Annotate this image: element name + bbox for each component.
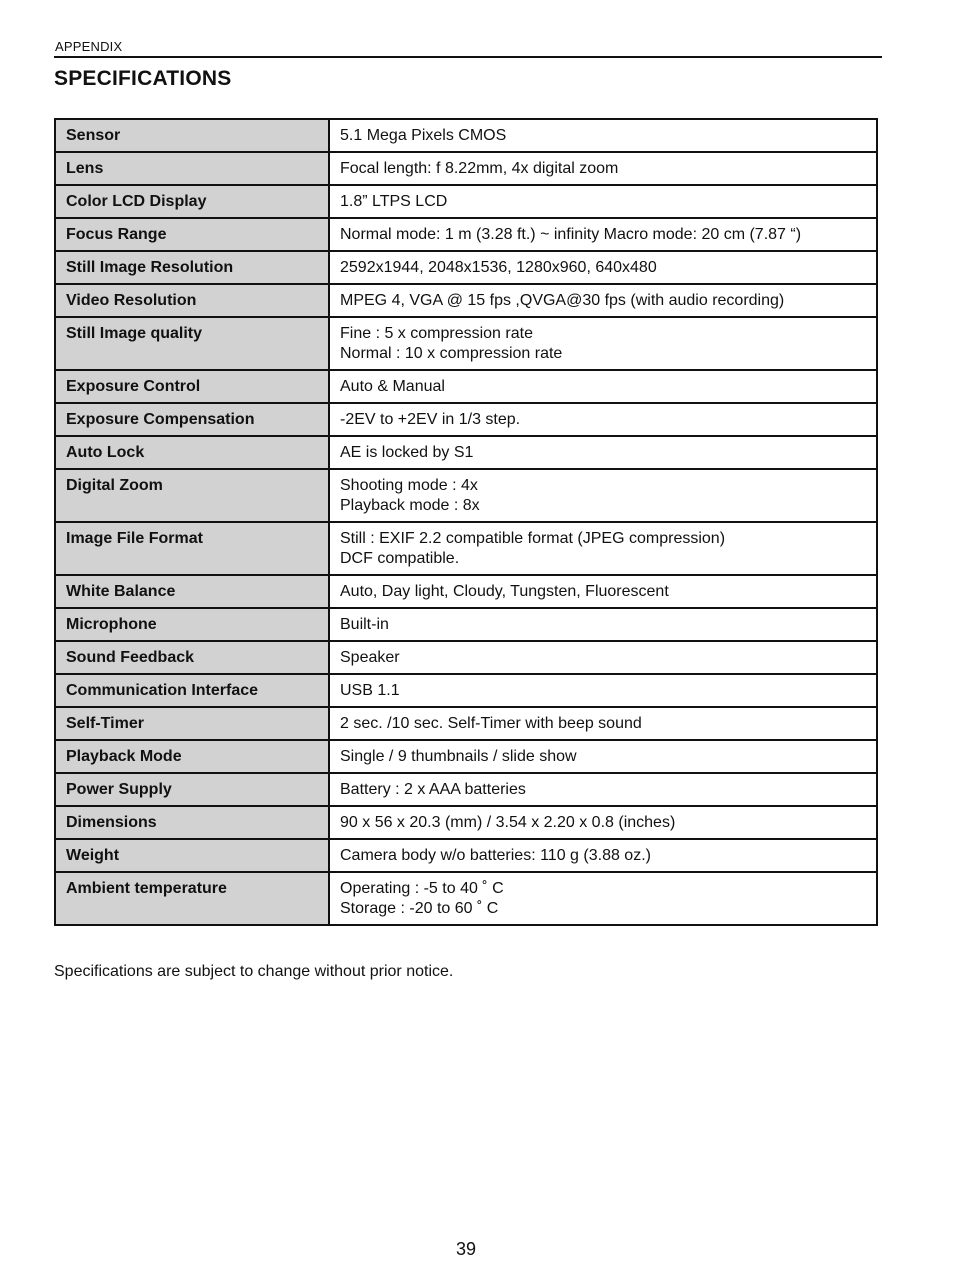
spec-label: Exposure Compensation	[55, 403, 329, 436]
spec-value	[329, 251, 877, 284]
spec-value	[329, 436, 877, 469]
table-row	[55, 575, 877, 608]
header-section-label: APPENDIX	[55, 39, 123, 54]
spec-value	[329, 773, 877, 806]
spec-value	[329, 872, 877, 925]
spec-value	[329, 522, 877, 575]
spec-value-line: USB 1.1	[340, 682, 400, 699]
spec-value-line: Camera body w/o batteries: 110 g (3.88 oz.)	[340, 847, 651, 864]
spec-value-line: Single / 9 thumbnails / slide show	[340, 748, 577, 765]
header-divider	[54, 56, 882, 58]
spec-value	[329, 218, 877, 251]
spec-label: Auto Lock	[55, 436, 329, 469]
spec-value	[329, 370, 877, 403]
spec-label: Lens	[55, 152, 329, 185]
spec-value-line: 90 x 56 x 20.3 (mm) / 3.54 x 2.20 x 0.8 (inches)	[340, 814, 676, 831]
specifications-table-body	[55, 119, 877, 925]
spec-value	[329, 469, 877, 522]
spec-label: White Balance	[55, 575, 329, 608]
table-row	[55, 608, 877, 641]
table-row	[55, 403, 877, 436]
spec-value-line: Storage : -20 to 60 ˚ C	[340, 900, 499, 917]
spec-value	[329, 152, 877, 185]
table-row	[55, 284, 877, 317]
spec-value-line: Auto, Day light, Cloudy, Tungsten, Fluorescent	[340, 583, 669, 600]
spec-label: Focus Range	[55, 218, 329, 251]
table-row	[55, 152, 877, 185]
spec-value-line: 5.1 Mega Pixels CMOS	[340, 127, 507, 144]
spec-value-line: DCF compatible.	[340, 550, 460, 567]
spec-value	[329, 740, 877, 773]
spec-value-line: MPEG 4, VGA @ 15 fps ,QVGA@30 fps (with audio recording)	[340, 292, 785, 309]
spec-label: Digital Zoom	[55, 469, 329, 522]
table-row	[55, 674, 877, 707]
spec-value-line: Auto & Manual	[340, 378, 445, 395]
spec-value	[329, 575, 877, 608]
spec-value	[329, 317, 877, 370]
spec-value-line: Shooting mode : 4x	[340, 477, 478, 494]
table-row	[55, 317, 877, 370]
spec-value-line: AE is locked by S1	[340, 444, 474, 461]
spec-value-line: Normal mode: 1 m (3.28 ft.) ~ infinity Macro mode: 20 cm (7.87 “)	[340, 226, 802, 243]
spec-value	[329, 119, 877, 152]
spec-label: Weight	[55, 839, 329, 872]
table-row	[55, 522, 877, 575]
spec-label: Still Image quality	[55, 317, 329, 370]
spec-label: Video Resolution	[55, 284, 329, 317]
spec-label: Ambient temperature	[55, 872, 329, 925]
spec-value-line: Still : EXIF 2.2 compatible format (JPEG compression)	[340, 530, 726, 547]
spec-label: Color LCD Display	[55, 185, 329, 218]
spec-label: Image File Format	[55, 522, 329, 575]
table-row	[55, 251, 877, 284]
spec-value	[329, 403, 877, 436]
spec-value-line: Playback mode : 8x	[340, 497, 480, 514]
table-row	[55, 707, 877, 740]
table-row	[55, 436, 877, 469]
page-title: SPECIFICATIONS	[54, 67, 232, 90]
spec-value-line: Normal : 10 x compression rate	[340, 345, 563, 362]
spec-value	[329, 608, 877, 641]
spec-value-line: Built-in	[340, 616, 389, 633]
spec-value	[329, 806, 877, 839]
table-row	[55, 185, 877, 218]
table-row	[55, 469, 877, 522]
spec-label: Sensor	[55, 119, 329, 152]
spec-value-line: Operating : -5 to 40 ˚ C	[340, 880, 504, 897]
table-row	[55, 370, 877, 403]
spec-label: Self-Timer	[55, 707, 329, 740]
spec-label: Dimensions	[55, 806, 329, 839]
spec-value-line: 1.8” LTPS LCD	[340, 193, 448, 210]
table-row	[55, 218, 877, 251]
spec-value-line: -2EV to +2EV in 1/3 step.	[340, 411, 521, 428]
spec-value-line: Focal length: f 8.22mm, 4x digital zoom	[340, 160, 619, 177]
spec-value	[329, 674, 877, 707]
spec-value-line: 2 sec. /10 sec. Self-Timer with beep sound	[340, 715, 642, 732]
spec-value	[329, 839, 877, 872]
spec-value-line: Fine : 5 x compression rate	[340, 325, 533, 342]
spec-label: Exposure Control	[55, 370, 329, 403]
specifications-table	[54, 118, 878, 926]
spec-label: Microphone	[55, 608, 329, 641]
table-row	[55, 740, 877, 773]
spec-value-line: Battery : 2 x AAA batteries	[340, 781, 526, 798]
spec-label: Sound Feedback	[55, 641, 329, 674]
spec-value	[329, 641, 877, 674]
spec-label: Power Supply	[55, 773, 329, 806]
spec-value-line: Speaker	[340, 649, 400, 666]
table-row	[55, 773, 877, 806]
table-row	[55, 119, 877, 152]
spec-label: Playback Mode	[55, 740, 329, 773]
spec-value	[329, 185, 877, 218]
table-row	[55, 839, 877, 872]
page-number: 39	[455, 1239, 477, 1259]
spec-value	[329, 707, 877, 740]
spec-value-line: 2592x1944, 2048x1536, 1280x960, 640x480	[340, 259, 657, 276]
footnote: Specifications are subject to change without prior notice.	[54, 963, 454, 980]
spec-value	[329, 284, 877, 317]
spec-label: Still Image Resolution	[55, 251, 329, 284]
table-row	[55, 806, 877, 839]
table-row	[55, 872, 877, 925]
spec-label: Communication Interface	[55, 674, 329, 707]
table-row	[55, 641, 877, 674]
